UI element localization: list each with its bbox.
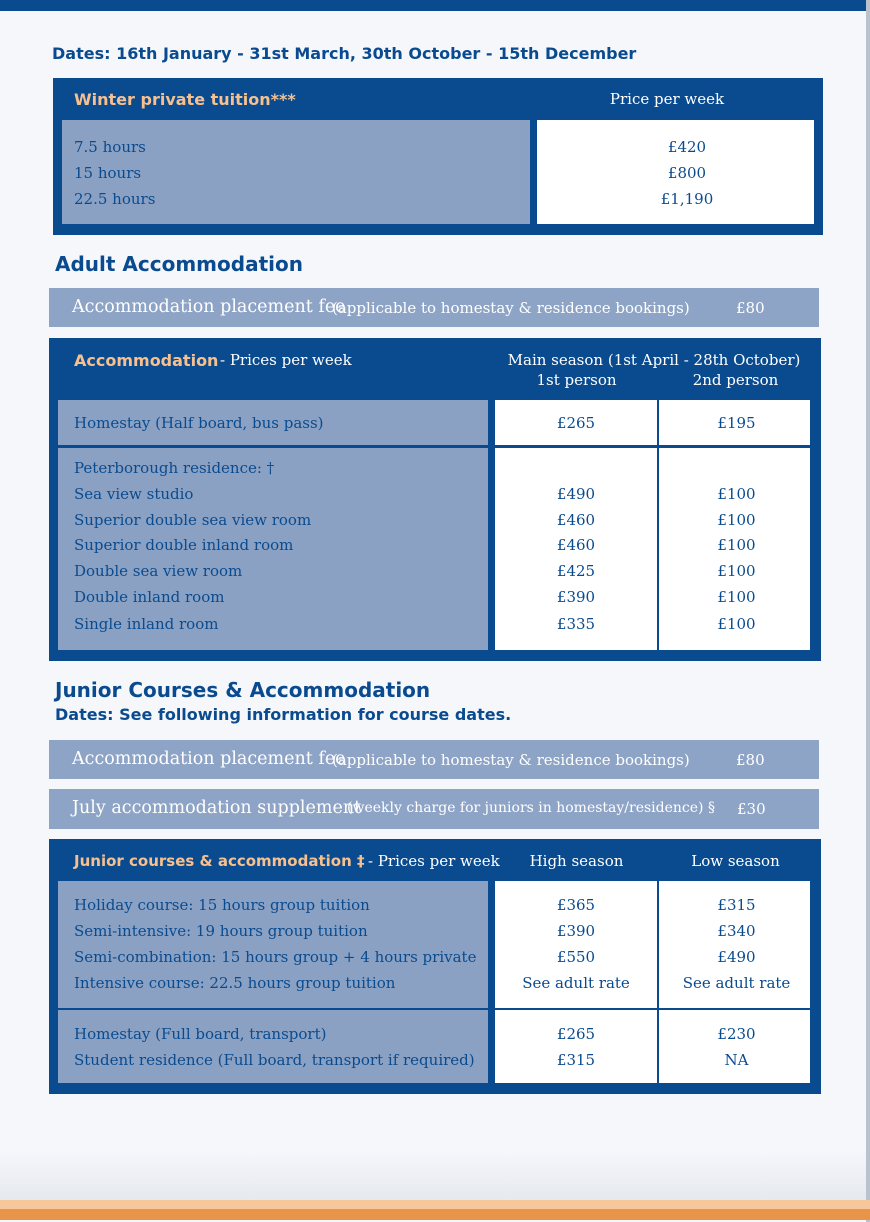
adult-room-label: Single inland room [74,615,219,633]
winter-dates: Dates: 16th January - 31st March, 30th October - 15th December [52,44,637,63]
junior-courses-high-cell [495,881,657,1008]
junior-supplement-label: July accommodation supplement [72,798,362,818]
junior-dates: Dates: See following information for course dates. [55,705,512,724]
adult-fee-bar [49,288,819,327]
junior-course-low: £340 [717,922,756,940]
junior-fee-price: £80 [736,751,765,769]
adult-room-p2: £100 [717,511,756,529]
adult-fee-label: Accommodation placement fee [72,297,346,317]
junior-course-label: Semi-combination: 15 hours group + 4 hours private [74,948,477,966]
junior-accommodation-high: £315 [556,1051,596,1069]
winter-title: Winter private tuition*** [74,90,296,109]
adult-homestay-p2-cell [659,400,810,445]
adult-room-p1: £460 [556,536,596,554]
adult-room-label: Double inland room [74,588,225,606]
winter-price-header: Price per week [609,90,725,108]
adult-room-p1: £390 [556,588,596,606]
adult-room-p2: £100 [717,562,756,580]
adult-residence-title: Peterborough residence: † [74,459,275,477]
junior-course-high: £550 [556,948,596,966]
adult-table-subtitle: - Prices per week [220,351,352,369]
junior-accommodation-label: Homestay (Full board, transport) [74,1025,327,1043]
adult-season-header: Main season (1st April - 28th October) [507,351,801,369]
adult-room-p2: £100 [717,485,756,503]
junior-course-high: £365 [556,896,596,914]
junior-table [49,839,821,1094]
junior-accommodation-low: £230 [717,1025,756,1043]
junior-course-high: See adult rate [522,974,630,992]
junior-accommodation-low-cell [659,1010,810,1083]
adult-accommodation-table [49,338,821,661]
adult-room-p2: £100 [717,588,756,606]
junior-fee-bar [49,740,819,779]
adult-room-p1: £335 [556,615,596,633]
winter-row-label: 7.5 hours [74,138,146,156]
adult-room-p2: £100 [717,536,756,554]
adult-room-label: Double sea view room [74,562,243,580]
junior-course-low: See adult rate [682,974,791,992]
junior-table-title: Junior courses & accommodation ‡ [74,852,365,870]
junior-courses-label-cell [58,881,488,1008]
junior-accommodation-high-cell [495,1010,657,1083]
footer-stripe-light [0,1200,870,1209]
winter-row-price: £420 [667,138,707,156]
junior-accommodation-label: Student residence (Full board, transport if required) [74,1051,475,1069]
adult-fee-note: (applicable to homestay & residence bookings) [332,299,690,317]
adult-room-label: Superior double inland room [74,536,294,554]
adult-col-1st: 1st person [536,371,617,389]
junior-course-label: Intensive course: 22.5 hours group tuition [74,974,396,992]
adult-residence-p1-cell [495,448,657,650]
adult-homestay-p2: £195 [717,414,756,432]
winter-row-label: 22.5 hours [74,190,156,208]
junior-accommodation-label-cell [58,1010,488,1083]
junior-fee-label: Accommodation placement fee [72,749,346,769]
junior-table-subtitle: - Prices per week [368,852,500,870]
junior-course-label: Semi-intensive: 19 hours group tuition [74,922,368,940]
junior-course-low: £490 [717,948,756,966]
winter-row-price: £800 [667,164,707,182]
footer-shade [0,1150,866,1200]
junior-supplement-bar [49,789,819,829]
adult-room-p1: £460 [556,511,596,529]
junior-accommodation-low: NA [724,1051,749,1069]
junior-course-label: Holiday course: 15 hours group tuition [74,896,370,914]
adult-fee-price: £80 [736,299,765,317]
junior-col-low: Low season [691,852,780,870]
junior-fee-note: (applicable to homestay & residence bookings) [332,751,690,769]
adult-homestay-p1-cell [495,400,657,445]
page-edge [866,0,870,1222]
adult-room-p1: £425 [556,562,596,580]
adult-room-p1: £490 [556,485,596,503]
winter-row-label: 15 hours [74,164,142,182]
junior-col-high: High season [529,852,624,870]
winter-table [53,78,823,235]
junior-supplement-note: (weekly charge for juniors in homestay/residence) § [347,800,715,816]
adult-table-title: Accommodation [74,351,219,370]
adult-residence-label-cell [58,448,488,650]
adult-heading: Adult Accommodation [55,252,303,276]
winter-prices-cell [537,120,814,224]
top-border [0,0,866,11]
junior-course-low: £315 [717,896,756,914]
adult-room-label: Superior double sea view room [74,511,312,529]
junior-accommodation-high: £265 [556,1025,596,1043]
junior-course-high: £390 [556,922,596,940]
junior-supplement-price: £30 [737,800,766,818]
adult-residence-p2-cell [659,448,810,650]
adult-col-2nd: 2nd person [692,371,779,389]
junior-heading: Junior Courses & Accommodation [55,678,431,702]
junior-courses-low-cell [659,881,810,1008]
adult-homestay-p1: £265 [556,414,596,432]
footer-stripe-dark [0,1209,870,1220]
winter-labels-cell [62,120,530,224]
winter-row-price: £1,190 [660,190,714,208]
adult-homestay-label-cell [58,400,488,445]
adult-room-label: Sea view studio [74,485,194,503]
adult-homestay-label: Homestay (Half board, bus pass) [74,414,324,432]
adult-room-p2: £100 [717,615,756,633]
